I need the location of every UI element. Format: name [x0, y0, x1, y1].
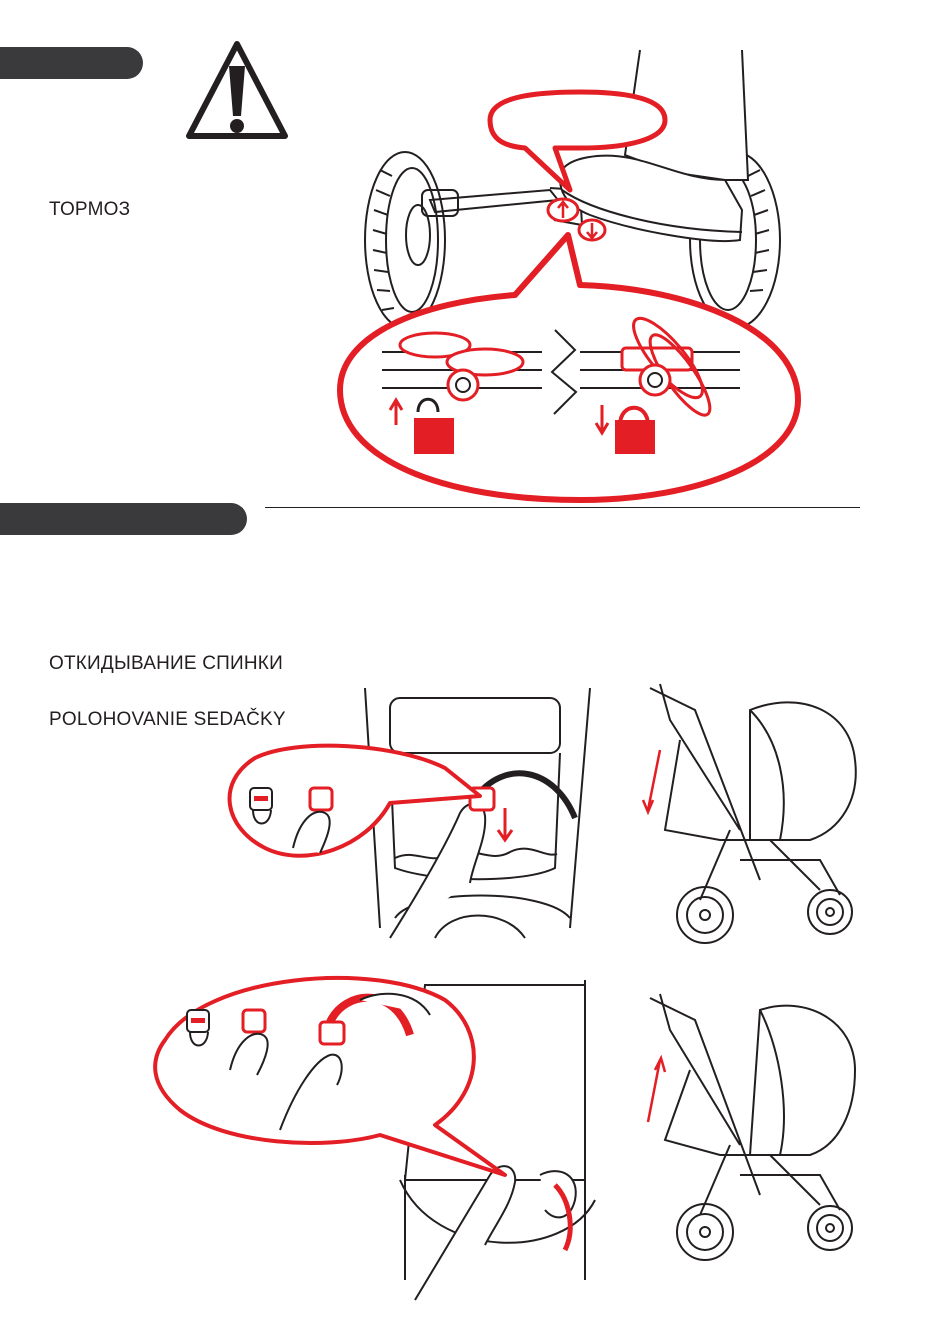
section-tab-brake: [0, 47, 143, 79]
section-tab-recline: [0, 503, 247, 535]
left-wheel: [365, 152, 445, 328]
recline-step1-illustration: [215, 688, 595, 948]
brake-label: ТОРМОЗ: [49, 199, 131, 220]
recline-step2-illustration: [145, 960, 605, 1300]
recline-label-sk: POLOHOVANIE SEDAČKY: [49, 709, 286, 730]
brake-illustration: [330, 40, 810, 510]
warning-icon: [185, 40, 289, 140]
recline-label-ru: ОТКИДЫВАНИЕ СПИНКИ: [49, 653, 283, 674]
stroller-reclined-illustration: [640, 680, 870, 950]
section-divider: [265, 507, 860, 508]
callout-bubble-lower: [340, 235, 798, 500]
stroller-upright-illustration: [640, 990, 870, 1270]
